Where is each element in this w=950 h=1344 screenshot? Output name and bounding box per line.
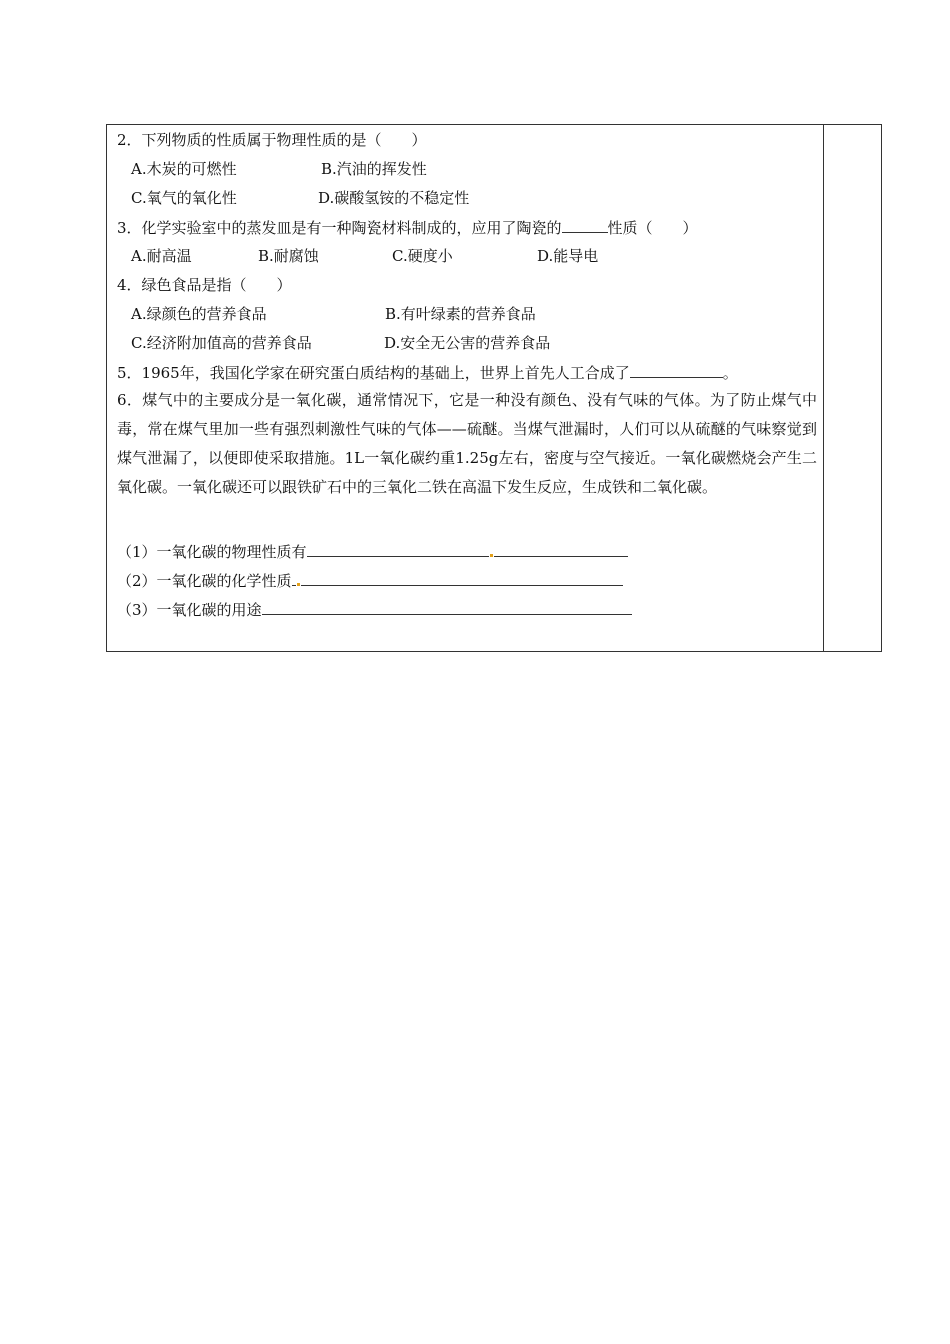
q5-answer-blank[interactable] (630, 362, 723, 378)
q5-stem-text: 5．1965年，我国化学家在研究蛋白质结构的基础上，世界上首先人工合成了 (117, 364, 630, 382)
q3-stem-text: 3．化学实验室中的蒸发皿是有一种陶瓷材料制成的，应用了陶瓷的 (117, 219, 562, 237)
q2-option-d: D.碳酸氢铵的不稳定性 (318, 189, 470, 207)
q6-passage: 6．煤气中的主要成分是一氧化碳，通常情况下，它是一种没有颜色、没有气味的气体。为了防止煤气中毒，常在煤气里加一些有强烈刺激性气味的气体——硫醚。当煤气泄漏时，人们可以从硫醚的气味察觉到煤气泄漏了，以便即使采取措施。1L一氧化碳约重1.25g左右，密度与空气接近。一氧化碳燃烧会产生二氧化碳。一氧化碳还可以跟铁矿石中的三氧化二铁在高温下发生反应，生成铁和二氧化碳。 (117, 391, 817, 496)
questions-cell (107, 125, 823, 651)
q3-stem-tail: 性质（ ） (607, 219, 698, 237)
q4-option-a: A.绿颜色的营养食品 (131, 305, 267, 323)
q6-sub1-blank-part2[interactable] (494, 541, 628, 557)
q3-option-b: B.耐腐蚀 (258, 247, 319, 265)
q5-stem (117, 362, 738, 383)
q3-option-d: D.能导电 (537, 247, 599, 265)
q2-option-b: B.汽油的挥发性 (321, 160, 427, 178)
q6-sub2-blank-part2[interactable] (301, 570, 623, 586)
q6-sub2-blank-part1[interactable] (292, 570, 296, 586)
highlight-mark (490, 554, 493, 557)
q3-option-a: A.耐高温 (131, 247, 192, 265)
q3-stem (117, 217, 698, 238)
q5-stem-tail: 。 (722, 364, 738, 382)
table-column-divider (823, 125, 824, 651)
q3-answer-blank[interactable] (562, 217, 608, 233)
q2-option-a: A.木炭的可燃性 (131, 160, 237, 178)
q4-option-d: D.安全无公害的营养食品 (384, 334, 551, 352)
q4-option-c: C.经济附加值高的营养食品 (131, 334, 312, 352)
q6-sub3 (117, 599, 632, 620)
q6-sub1 (117, 541, 628, 562)
q3-option-c: C.硬度小 (392, 247, 453, 265)
q2-stem: 2．下列物质的性质属于物理性质的是（ ） (117, 131, 427, 149)
q6-sub3-blank[interactable] (262, 599, 632, 615)
highlight-mark (297, 583, 300, 586)
q6-sub2 (117, 570, 623, 591)
q6-sub1-blank-part1[interactable] (307, 541, 489, 557)
q4-option-b: B.有叶绿素的营养食品 (385, 305, 536, 323)
worksheet-table (106, 124, 882, 652)
q4-stem: 4．绿色食品是指（ ） (117, 276, 292, 294)
q2-option-c: C.氧气的氧化性 (131, 189, 237, 207)
q6-sub3-text: （3）一氧化碳的用途 (117, 601, 262, 619)
q6-sub1-text: （1）一氧化碳的物理性质有 (117, 543, 307, 561)
q6-sub2-text: （2）一氧化碳的化学性质 (117, 572, 292, 590)
